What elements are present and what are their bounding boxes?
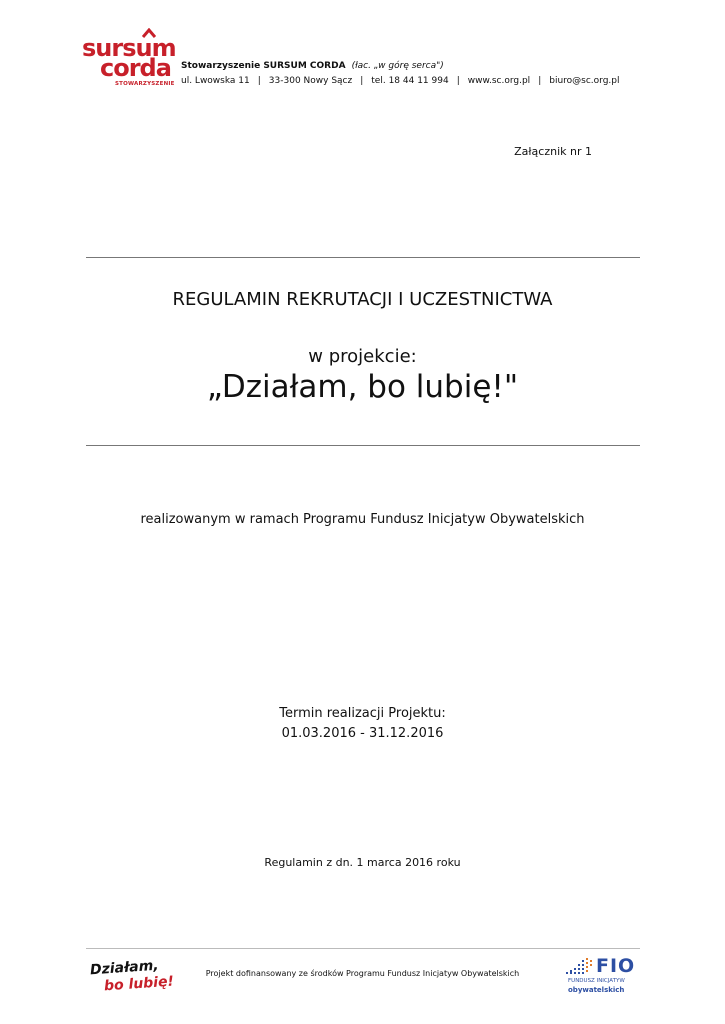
header-org-line: [181, 61, 444, 71]
dzialam-logo-line2: bo lubię!: [103, 973, 175, 995]
in-project-label: w projekcie:: [308, 346, 417, 367]
org-phone: tel. 18 44 11 994: [371, 76, 449, 86]
regulation-date: Regulamin z dn. 1 marca 2016 roku: [264, 856, 461, 869]
project-name: „Działam, bo lubię!": [206, 369, 519, 405]
header-contact-line: [181, 76, 620, 86]
separator: |: [456, 76, 460, 86]
logo-subtitle: STOWARZYSZENIE: [115, 81, 175, 87]
separator: |: [257, 76, 261, 86]
document-title: REGULAMIN REKRUTACJI I UCZESTNICTWA: [172, 289, 553, 310]
org-website[interactable]: www.sc.org.pl: [467, 76, 531, 86]
org-address: ul. Lwowska 11: [181, 76, 250, 86]
logo-word-corda: corda: [100, 54, 171, 82]
bottom-divider: [86, 445, 640, 446]
logo-word-sursum: sursum: [82, 34, 176, 62]
footer-divider: [86, 948, 640, 949]
term-dates: 01.03.2016 - 31.12.2016: [281, 726, 444, 741]
top-divider: [86, 257, 640, 258]
org-latin: (łac. „w górę serca"): [351, 61, 444, 71]
fio-logo-line2: obywatelskich: [568, 986, 625, 994]
fio-logo-line1: FUNDUSZ INICJATYW: [568, 978, 625, 984]
separator: |: [360, 76, 364, 86]
org-city: 33-300 Nowy Sącz: [268, 76, 353, 86]
annex-label: Załącznik nr 1: [514, 145, 592, 158]
fio-dots-icon: [566, 958, 594, 976]
org-name: Stowarzyszenie SURSUM CORDA: [181, 61, 346, 71]
program-text: realizowanym w ramach Programu Fundusz Inicjatyw Obywatelskich: [140, 512, 585, 527]
org-email[interactable]: biuro@sc.org.pl: [549, 76, 620, 86]
term-label: Termin realizacji Projektu:: [279, 706, 446, 721]
separator: |: [538, 76, 542, 86]
fio-logo-text: FIO: [596, 955, 636, 977]
dzialam-logo-line1: Działam,: [89, 957, 160, 979]
footer-funding-text: Projekt dofinansowany ze środków Programu Fundusz Inicjatyw Obywatelskich: [205, 969, 520, 978]
